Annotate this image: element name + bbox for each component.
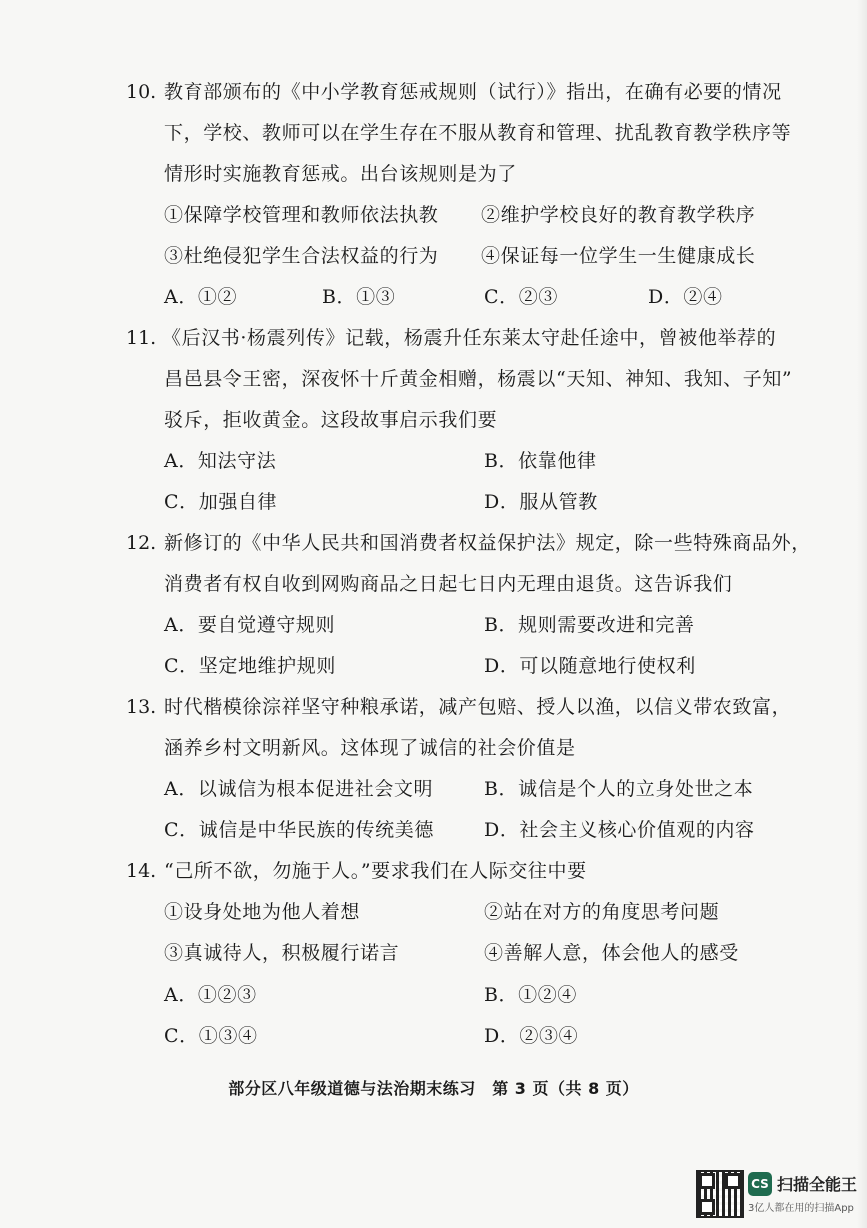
answer-option-c: C．诚信是中华民族的传统美德 [164, 819, 434, 841]
statement-item: ③真诚待人，积极履行诺言 [164, 942, 400, 964]
statement-item: ②站在对方的角度思考问题 [484, 901, 720, 923]
answer-option-d: D．②④ [648, 286, 723, 308]
scanner-tagline: 3亿人都在用的扫描App [748, 1203, 854, 1214]
statement-item: ②维护学校良好的教育教学秩序 [481, 204, 756, 226]
statement-item: ④善解人意，体会他人的感受 [484, 942, 739, 964]
answer-option-d: D．服从管教 [484, 491, 598, 513]
qr-code-icon [696, 1170, 744, 1218]
answer-option-b: B．诚信是个人的立身处世之本 [484, 778, 754, 800]
page-footer: 部分区八年级道德与法治期末练习 第 3 页（共 8 页） [228, 1079, 639, 1098]
scanner-brand-name: 扫描全能王 [777, 1175, 858, 1194]
answer-option-b: B．规则需要改进和完善 [484, 614, 695, 636]
question-stem-line: 教育部颁布的《中小学教育惩戒规则（试行）》指出，在确有必要的情况 [164, 81, 782, 103]
answer-option-a: A．要自觉遵守规则 [164, 614, 336, 636]
answer-option-c: C．①③④ [164, 1025, 258, 1047]
statement-item: ④保证每一位学生一生健康成长 [481, 245, 756, 267]
answer-option-a: A．①②③ [164, 984, 257, 1006]
question-stem-line: 驳斥，拒收黄金。这段故事启示我们要 [164, 409, 498, 431]
answer-option-b: B．①②④ [484, 984, 577, 1006]
question-stem-line: 《后汉书·杨震列传》记载，杨震升任东莱太守赴任途中，曾被他举荐的 [162, 327, 777, 349]
question-stem-line: “己所不欲，勿施于人。”要求我们在人际交往中要 [164, 860, 587, 882]
question-number: 12. [126, 532, 157, 554]
question-stem-line: 消费者有权自收到网购商品之日起七日内无理由退货。这告诉我们 [164, 573, 733, 595]
question-number: 14. [126, 860, 157, 882]
page-edge-shadow [857, 0, 867, 1228]
question-number: 10. [126, 81, 157, 103]
answer-option-b: B．①③ [322, 286, 396, 308]
question-stem-line: 情形时实施教育惩戒。出台该规则是为了 [164, 163, 517, 185]
statement-item: ③杜绝侵犯学生合法权益的行为 [164, 245, 439, 267]
question-number: 13. [126, 696, 157, 718]
answer-option-a: A．以诚信为根本促进社会文明 [164, 778, 434, 800]
question-stem-line: 涵养乡村文明新风。这体现了诚信的社会价值是 [164, 737, 576, 759]
answer-option-c: C．加强自律 [164, 491, 278, 513]
answer-option-d: D．社会主义核心价值观的内容 [484, 819, 755, 841]
question-stem-line: 新修订的《中华人民共和国消费者权益保护法》规定，除一些特殊商品外， [164, 532, 811, 554]
answer-option-d: D．②③④ [484, 1025, 579, 1047]
question-number: 11. [126, 327, 157, 349]
answer-option-c: C．②③ [484, 286, 558, 308]
answer-option-a: A．①② [164, 286, 238, 308]
question-stem-line: 时代楷模徐淙祥坚守种粮承诺，减产包赔、授人以渔，以信义带农致富， [164, 696, 792, 718]
question-stem-line: 下，学校、教师可以在学生存在不服从教育和管理、扰乱教育教学秩序等 [164, 122, 792, 144]
question-stem-line: 昌邑县令王密，深夜怀十斤黄金相赠，杨震以“天知、神知、我知、子知” [164, 368, 793, 390]
statement-item: ①保障学校管理和教师依法执教 [164, 204, 439, 226]
answer-option-b: B．依靠他律 [484, 450, 597, 472]
statement-item: ①设身处地为他人着想 [164, 901, 361, 923]
answer-option-a: A．知法守法 [164, 450, 277, 472]
answer-option-d: D．可以随意地行使权利 [484, 655, 696, 677]
camscanner-logo-icon: CS [748, 1172, 772, 1196]
answer-option-c: C．坚定地维护规则 [164, 655, 336, 677]
